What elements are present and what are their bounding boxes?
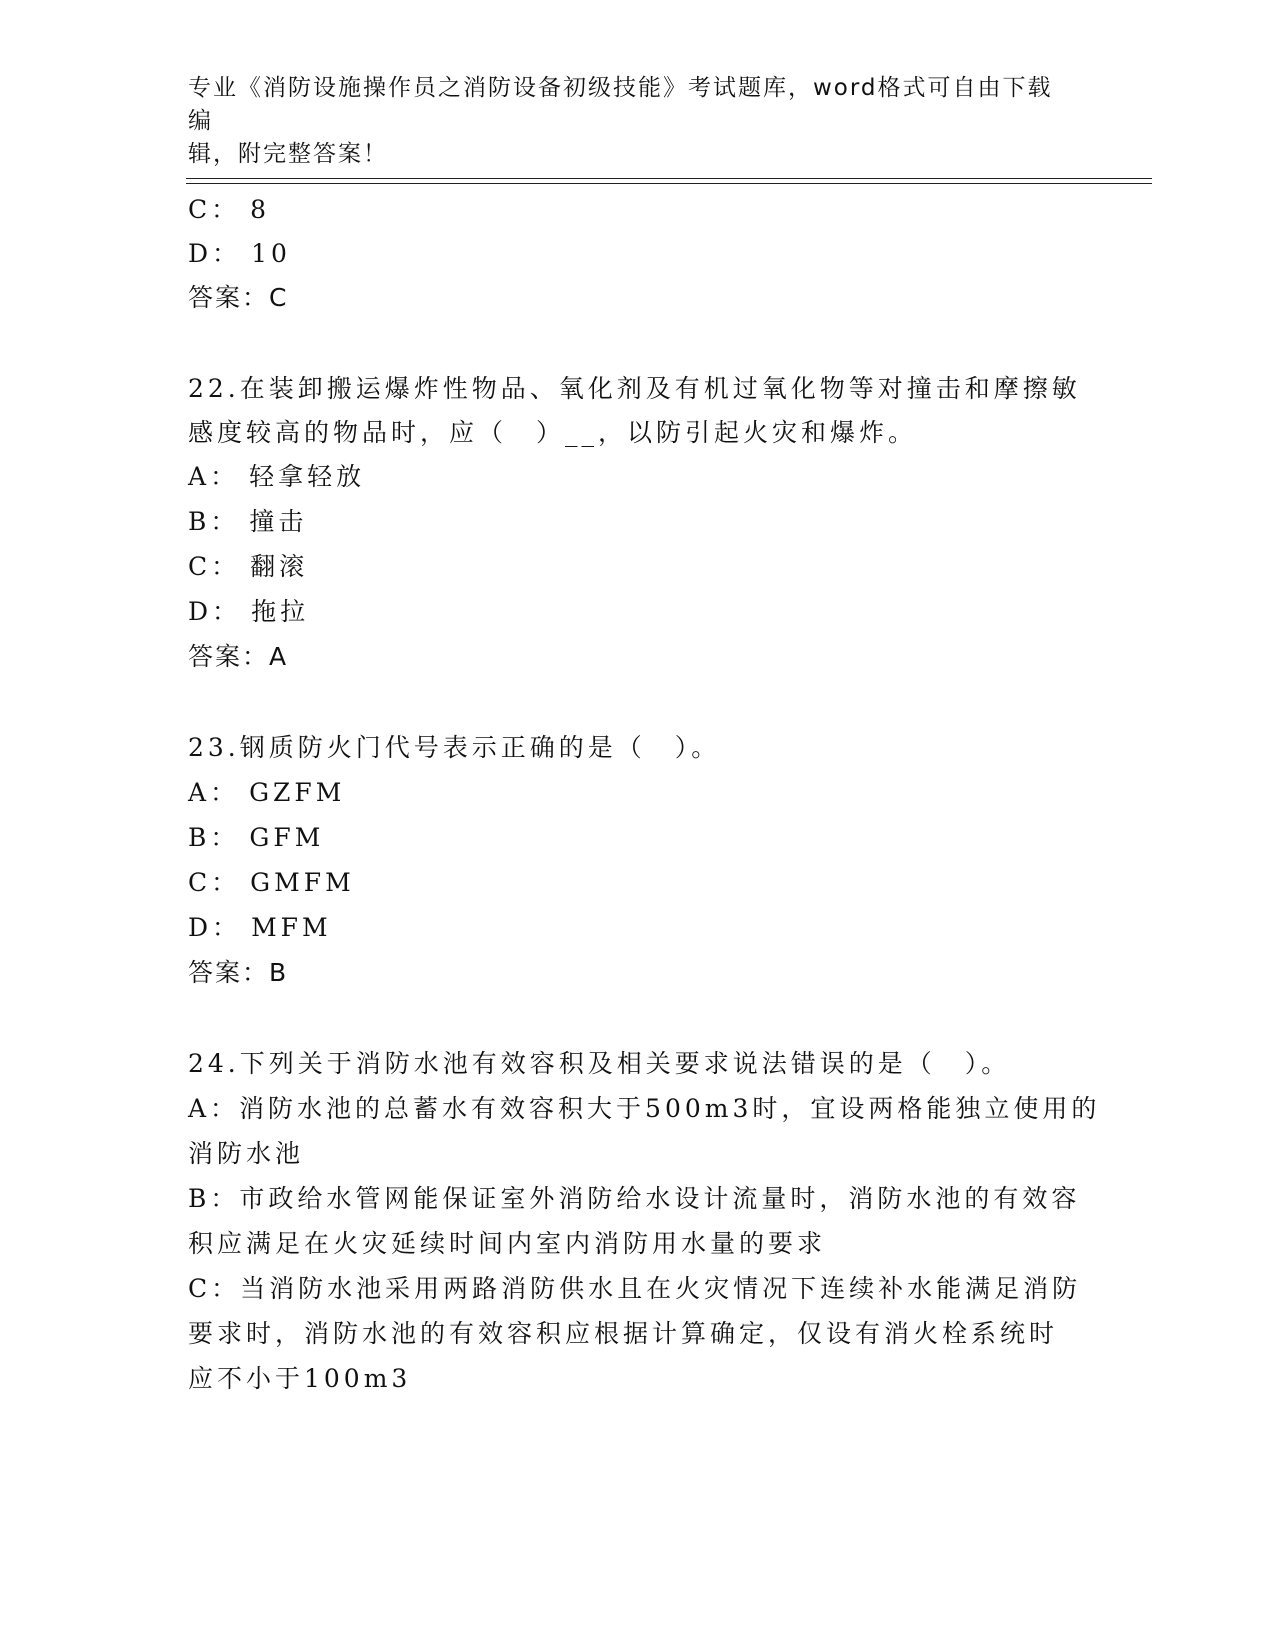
option-text: GFM bbox=[249, 823, 325, 852]
option-letter: A bbox=[188, 462, 211, 491]
q22-stem-line-1: 22.在装卸搬运爆炸性物品、氧化剂及有机过氧化物等对撞击和摩擦敏 bbox=[188, 374, 1081, 403]
prev-answer bbox=[188, 281, 288, 315]
q23-option-b: B： GFM bbox=[188, 823, 325, 852]
answer-label: 答案： bbox=[188, 642, 270, 671]
header-divider-top bbox=[186, 178, 1152, 179]
header-divider-bottom bbox=[186, 183, 1152, 184]
option-letter: B bbox=[188, 507, 211, 536]
answer-label: 答案： bbox=[188, 958, 270, 987]
option-letter: A bbox=[188, 778, 211, 807]
option-letter: D bbox=[188, 913, 213, 942]
q23-option-c: C： GMFM bbox=[188, 868, 355, 897]
option-text: 拖拉 bbox=[251, 597, 310, 626]
option-text: MFM bbox=[251, 913, 332, 942]
q24-option-c-line-1: C：当消防水池采用两路消防供水且在火灾情况下连续补水能满足消防 bbox=[188, 1274, 1082, 1303]
q24-option-a-line-1: A：消防水池的总蓄水有效容积大于500m3时，宜设两格能独立使用的 bbox=[188, 1094, 1101, 1123]
option-text: 撞击 bbox=[249, 507, 308, 536]
q22-option-b: B： 撞击 bbox=[188, 507, 308, 536]
prev-option-d: D： 10 bbox=[188, 239, 291, 268]
q24-option-c-line-3: 应不小于100m3 bbox=[188, 1364, 412, 1393]
option-text: 轻拿轻放 bbox=[249, 462, 366, 491]
q23-option-a: A： GZFM bbox=[188, 778, 346, 807]
answer-value: B bbox=[269, 958, 289, 987]
header-line-2: 辑，附完整答案！ bbox=[188, 141, 388, 167]
q24-option-c-line-2: 要求时，消防水池的有效容积应根据计算确定，仅设有消火栓系统时 bbox=[188, 1319, 1059, 1348]
q22-option-a: A： 轻拿轻放 bbox=[188, 462, 366, 491]
q22-option-d: D： 拖拉 bbox=[188, 597, 310, 626]
q24-option-b-line-2: 积应满足在火灾延续时间内室内消防用水量的要求 bbox=[188, 1229, 827, 1258]
q24-option-b-line-1: B：市政给水管网能保证室外消防给水设计流量时，消防水池的有效容 bbox=[188, 1184, 1081, 1213]
option-text: 翻滚 bbox=[250, 552, 309, 581]
q22-option-c: C： 翻滚 bbox=[188, 552, 309, 581]
answer-value: A bbox=[269, 642, 289, 671]
q23-stem: 23.钢质防火门代号表示正确的是（ ）。 bbox=[188, 733, 721, 762]
page-header bbox=[188, 72, 1068, 171]
q23-answer bbox=[188, 956, 288, 990]
option-letter: C bbox=[188, 195, 212, 224]
q22-answer bbox=[188, 640, 288, 674]
prev-option-c: C： 8 bbox=[188, 195, 271, 224]
answer-value: C bbox=[269, 283, 289, 312]
q24-stem: 24.下列关于消防水池有效容积及相关要求说法错误的是（ ）。 bbox=[188, 1049, 1011, 1078]
q22-stem-line-2: 感度较高的物品时，应（ ）__，以防引起火灾和爆炸。 bbox=[188, 418, 918, 447]
answer-label: 答案： bbox=[188, 283, 270, 312]
option-text: GZFM bbox=[249, 778, 346, 807]
option-text: 8 bbox=[250, 195, 271, 224]
header-line-1: 专业《消防设施操作员之消防设备初级技能》考试题库，word格式可自由下载编 bbox=[188, 75, 1053, 134]
option-letter: C bbox=[188, 868, 212, 897]
q23-option-d: D： MFM bbox=[188, 913, 332, 942]
option-letter: C bbox=[188, 552, 212, 581]
option-text: GMFM bbox=[250, 868, 355, 897]
option-letter: D bbox=[188, 239, 213, 268]
option-letter: D bbox=[188, 597, 213, 626]
option-text: 10 bbox=[251, 239, 291, 268]
option-letter: B bbox=[188, 823, 211, 852]
q24-option-a-line-2: 消防水池 bbox=[188, 1139, 305, 1168]
